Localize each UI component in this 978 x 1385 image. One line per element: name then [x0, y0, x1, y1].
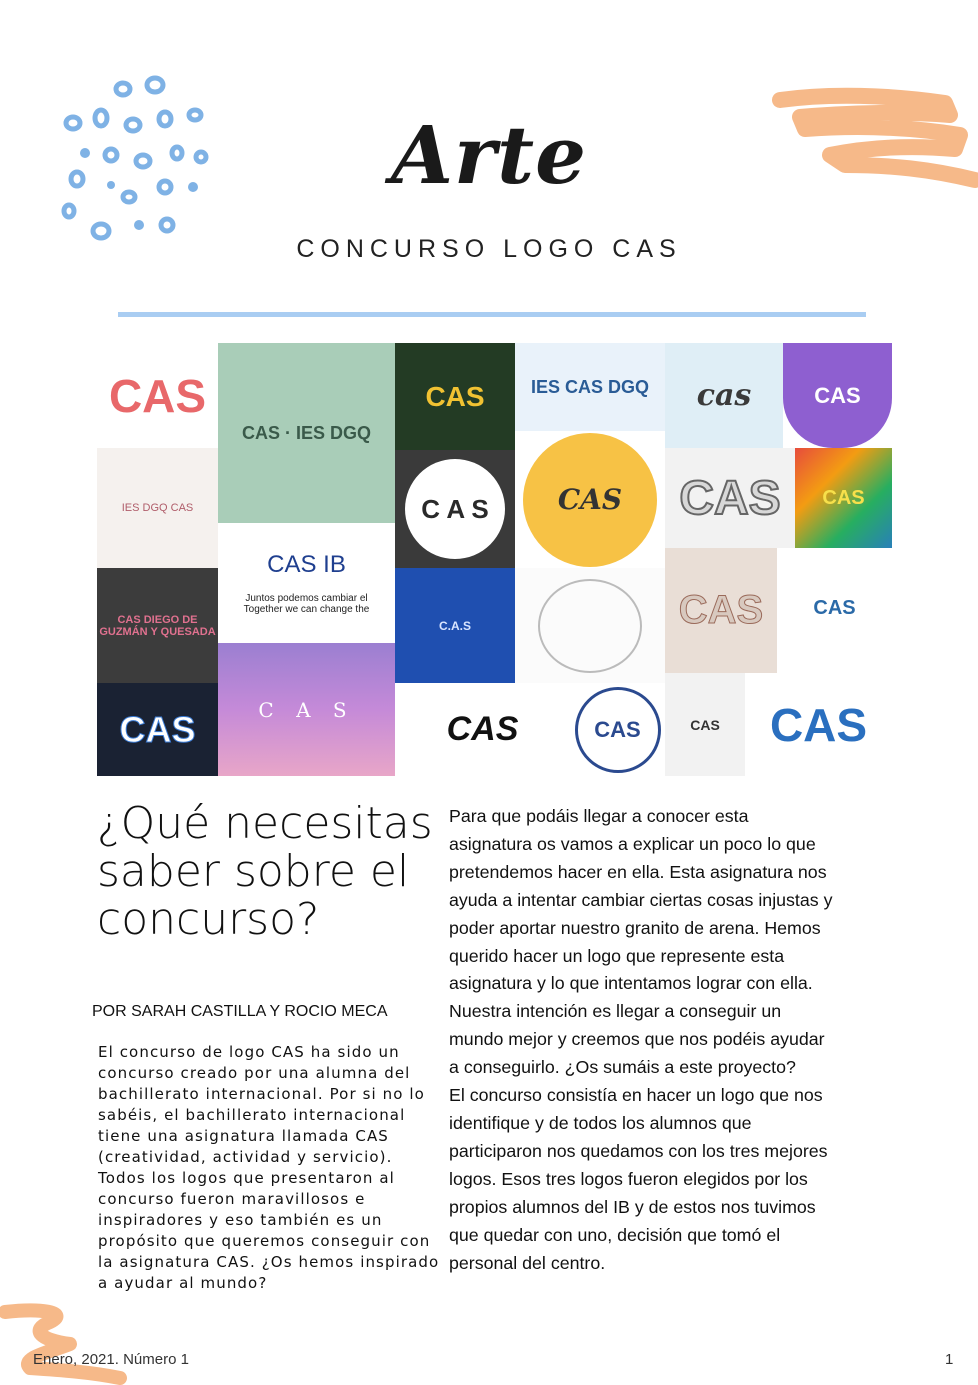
- logo-tile: [777, 548, 892, 668]
- logo-tile: [795, 448, 892, 548]
- logo-tile-text: cas: [696, 378, 752, 413]
- logo-tile-text: Juntos podemos cambiar el Together we can change the: [243, 593, 370, 615]
- logo-tile-text: IES DGQ CAS: [121, 502, 194, 514]
- logo-tile-text: CAS: [769, 698, 868, 751]
- logo-tile-text: CAS: [814, 382, 861, 408]
- logo-tile: [570, 683, 665, 776]
- divider: [118, 312, 866, 317]
- logo-tile-text: CAS: [575, 687, 661, 773]
- logo-tile-text: CAS: [108, 369, 207, 422]
- logo-tile-text: CAS: [679, 471, 781, 525]
- logo-tile: [665, 448, 795, 548]
- logo-tile: [515, 431, 665, 568]
- logo-tile-text: CAS IB: [267, 551, 346, 578]
- logo-tile-text: CAS: [822, 486, 865, 509]
- article-paragraph: El concurso consistía en hacer un logo que nos identifique y de todos los alumnos que participaron nos quedamos con los tres mejores logos. Esos tres logos fueron elegidos por los propios alumnos del IB y de estos nos tuvimos que quedar con uno, decisión que tomó el personal del centro.: [449, 1085, 828, 1273]
- logo-tile-text: CAS: [119, 708, 196, 750]
- decorative-brush-bottom: [0, 1300, 150, 1385]
- page-title: Arte: [390, 108, 588, 202]
- logo-collage: [97, 343, 892, 776]
- article-heading: ¿Qué necesitas saber sobre el concurso?: [97, 798, 433, 945]
- logo-tile-text: CAS: [425, 380, 485, 412]
- logo-tile-text: C A S: [258, 697, 355, 722]
- byline: POR SARAH CASTILLA Y ROCIO MECA: [92, 1003, 388, 1020]
- logo-tile: [665, 673, 745, 776]
- logo-tile-text: CAS: [690, 716, 720, 733]
- logo-tile: [218, 643, 395, 776]
- logo-tile: [218, 523, 395, 643]
- logo-tile-text: CAS: [523, 433, 657, 567]
- globe-sketch: [538, 579, 642, 673]
- logo-tile-text: IES CAS DGQ: [530, 376, 650, 397]
- article-intro: El concurso de logo CAS ha sido un concurso creado por una alumna del bachillerato internacional. Por si no lo sabéis, el bachillerato internacional tiene una asignatura llamada CAS (creatividad, actividad y servicio). Todos los logos que presentaron al concurso fueron maravillosos e inspiradores y eso también es un propósito que queremos conseguir con la asignatura CAS. ¿Os hemos inspirado a ayudar al mundo?: [98, 1043, 440, 1292]
- logo-tile: [515, 568, 665, 683]
- logo-tile: [515, 343, 665, 431]
- logo-tile: [218, 343, 395, 523]
- logo-tile: [395, 343, 515, 450]
- logo-tile-text: C.A.S: [438, 618, 471, 633]
- logo-tile-text: CAS: [446, 710, 519, 748]
- logo-tile: [97, 568, 218, 683]
- logo-tile: [395, 568, 515, 683]
- logo-tile: [395, 683, 570, 776]
- logo-tile-text: CAS: [813, 596, 856, 619]
- logo-tile: [783, 343, 892, 448]
- logo-tile: [745, 673, 892, 776]
- logo-tile: [97, 448, 218, 568]
- article-body: [449, 803, 834, 1277]
- logo-tile-text: CAS: [678, 588, 764, 632]
- issue-info: Enero, 2021. Número 1: [33, 1351, 189, 1368]
- logo-tile: [665, 548, 777, 673]
- logo-tile-text: CAS DIEGO DE GUZMÁN Y QUESADA: [99, 613, 216, 638]
- page-subtitle: CONCURSO LOGO CAS: [296, 235, 682, 263]
- logo-tile: [395, 450, 515, 568]
- logo-tile-text: C A S: [405, 459, 505, 559]
- logo-tile: [97, 683, 218, 776]
- logo-tile: [97, 343, 218, 448]
- logo-tile: [665, 343, 783, 448]
- page-number: 1: [945, 1351, 954, 1368]
- article-paragraph: Para que podáis llegar a conocer esta asignatura os vamos a explicar un poco lo que pretendemos hacer en ella. Esta asignatura nos ayuda a intentar cambiar ciertas cosas injustas y poder aportar nuestro granito de arena. Hemos querido hacer un logo que represente esta asignatura y lo que intentamos lograr con ella. Nuestra intención es llegar a conseguir un mundo mejor y creemos que nos podéis ayudar a conseguirlo. ¿Os sumáis a este proyecto?: [449, 806, 833, 1078]
- logo-tile-text: CAS · IES DGQ: [241, 422, 371, 443]
